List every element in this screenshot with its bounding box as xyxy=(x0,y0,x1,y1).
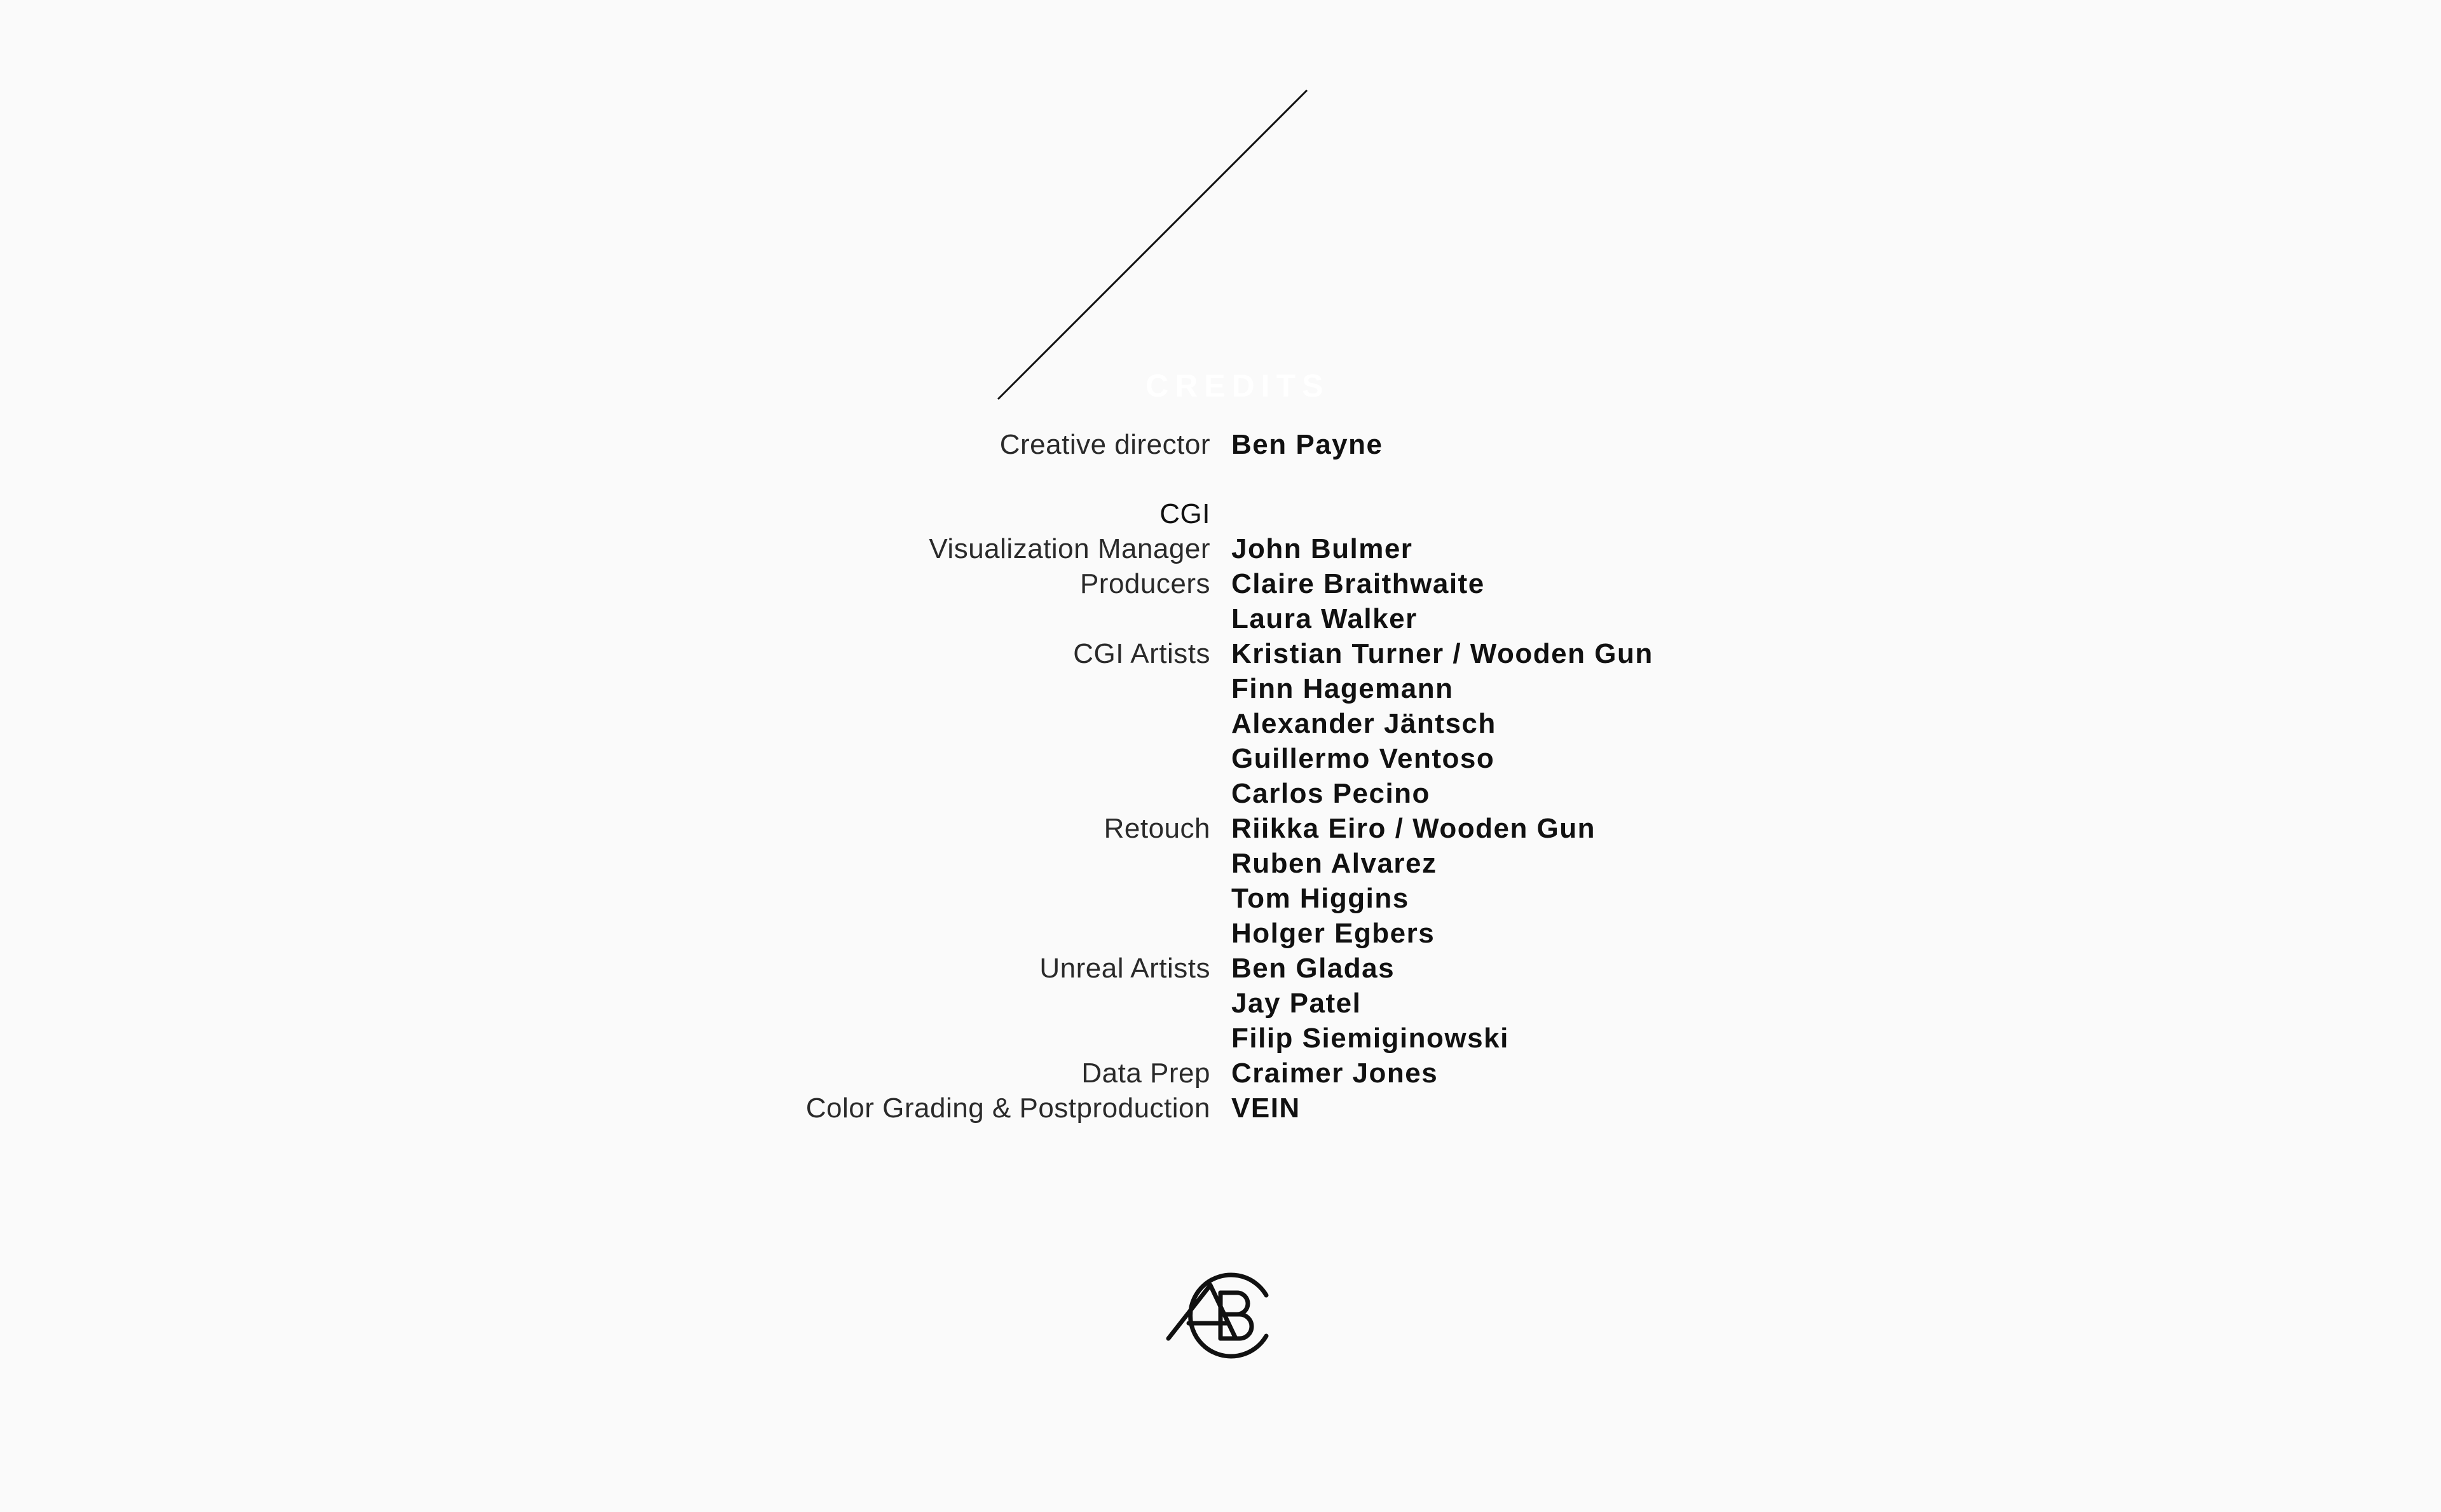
credit-row xyxy=(0,741,2441,776)
credit-name: Laura Walker xyxy=(1231,603,1418,634)
credit-name: Tom Higgins xyxy=(1231,883,1409,914)
credit-role xyxy=(0,916,1210,951)
credit-name: Ben Gladas xyxy=(1231,953,1395,984)
credit-row xyxy=(0,846,2441,881)
credit-row xyxy=(0,601,2441,636)
credit-row xyxy=(0,566,2441,601)
credit-role xyxy=(0,776,1210,811)
credit-name: Filip Siemiginowski xyxy=(1231,1023,1509,1054)
credit-name: Holger Egbers xyxy=(1231,918,1435,949)
credits-heading: CREDITS xyxy=(1145,368,1330,404)
credit-name: John Bulmer xyxy=(1231,533,1413,564)
credit-role xyxy=(0,986,1210,1021)
credit-role: Data Prep xyxy=(1081,1058,1210,1089)
credit-name: Riikka Eiro / Wooden Gun xyxy=(1231,813,1596,844)
credit-role: Unreal Artists xyxy=(1039,953,1210,984)
abc-monogram-logo-icon xyxy=(1165,1269,1276,1361)
credit-row xyxy=(0,706,2441,741)
credit-role xyxy=(0,1021,1210,1056)
credit-name: Guillermo Ventoso xyxy=(1231,743,1495,774)
credit-role: Producers xyxy=(1079,568,1210,599)
credit-section-row xyxy=(0,496,2441,531)
credit-spacer xyxy=(0,462,2441,496)
credit-row xyxy=(0,776,2441,811)
credit-name: VEIN xyxy=(1231,1093,1301,1124)
credit-role: Visualization Manager xyxy=(929,533,1210,564)
credit-name: Jay Patel xyxy=(1231,988,1362,1019)
credit-name: Claire Braithwaite xyxy=(1231,568,1485,599)
credit-role xyxy=(0,671,1210,706)
credit-role: Retouch xyxy=(1104,813,1210,844)
credit-role xyxy=(0,846,1210,881)
credit-row xyxy=(0,881,2441,916)
credit-name: Alexander Jäntsch xyxy=(1231,708,1496,739)
credit-name: Kristian Turner / Wooden Gun xyxy=(1231,638,1653,669)
credit-role xyxy=(0,706,1210,741)
credit-name: Ben Payne xyxy=(1231,429,1383,460)
credit-row xyxy=(0,636,2441,671)
credit-name: Carlos Pecino xyxy=(1231,778,1430,809)
credit-row xyxy=(0,1021,2441,1056)
credit-row xyxy=(0,427,2441,462)
credit-row xyxy=(0,916,2441,951)
credit-row xyxy=(0,986,2441,1021)
credit-role xyxy=(0,881,1210,916)
credit-row xyxy=(0,1091,2441,1126)
credit-name: Craimer Jones xyxy=(1231,1058,1439,1089)
diagonal-divider-line xyxy=(997,89,1308,400)
credit-role: Color Grading & Postproduction xyxy=(805,1093,1210,1124)
credit-section-title: CGI xyxy=(1159,498,1210,529)
credit-row xyxy=(0,531,2441,566)
credit-role: CGI Artists xyxy=(1073,638,1210,669)
credit-row xyxy=(0,811,2441,846)
credit-row xyxy=(0,671,2441,706)
credit-row xyxy=(0,951,2441,986)
credit-role xyxy=(0,601,1210,636)
credit-row xyxy=(0,1056,2441,1091)
credit-role xyxy=(0,741,1210,776)
credit-name: Finn Hagemann xyxy=(1231,673,1454,704)
credits-list xyxy=(0,427,2441,1126)
credit-role: Creative director xyxy=(999,429,1210,460)
credit-name: Ruben Alvarez xyxy=(1231,848,1437,879)
